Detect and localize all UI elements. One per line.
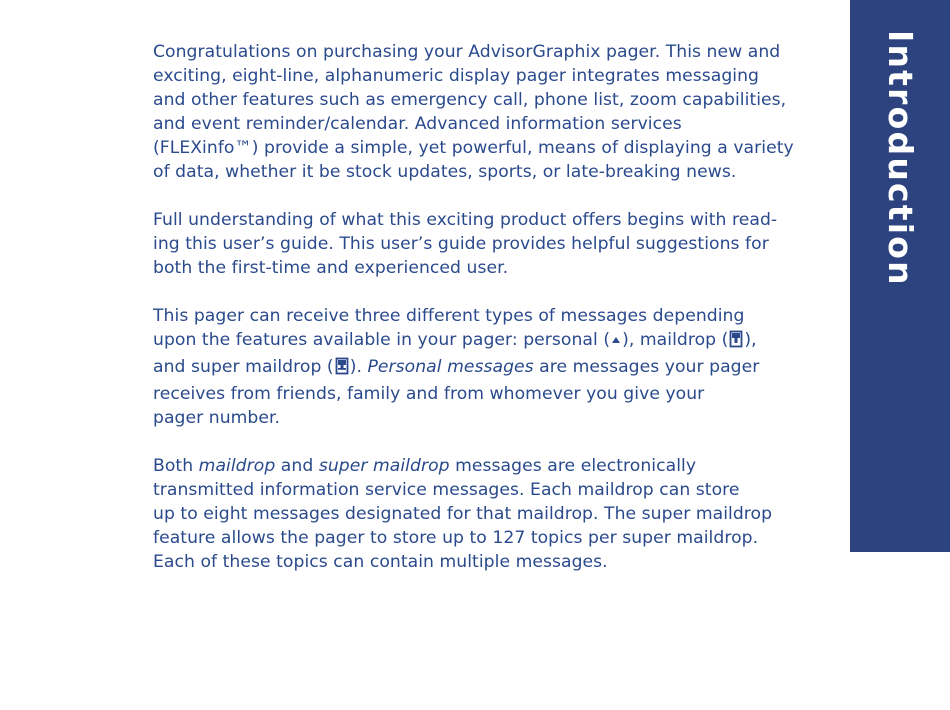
text-segment: Both xyxy=(153,456,199,476)
text-line xyxy=(153,454,823,478)
text-line: up to eight messages designated for that maildrop. The super maildrop xyxy=(153,504,773,524)
text-segment: ). xyxy=(349,357,368,377)
text-line: both the first-time and experienced user. xyxy=(153,258,509,278)
text-line: Each of these topics can contain multiple messages. xyxy=(153,552,608,572)
text-line: This pager can receive three different types of messages depending xyxy=(153,306,745,326)
text-line: and other features such as emergency call, phone list, zoom capabilities, xyxy=(153,90,787,110)
text-segment: upon the features available in your pager: personal ( xyxy=(153,330,611,350)
text-segment: and super maildrop ( xyxy=(153,357,334,377)
paragraph-message-types xyxy=(153,304,823,430)
section-tab-label: Introduction xyxy=(881,30,920,287)
text-line: ing this user’s guide. This user’s guide provides helpful suggestions for xyxy=(153,234,769,254)
text-segment: are messages your pager xyxy=(533,357,760,377)
text-segment: messages are electronically xyxy=(449,456,697,476)
text-line: and event reminder/calendar. Advanced information services xyxy=(153,114,682,134)
text-segment: ), xyxy=(744,330,757,350)
text-segment: ), maildrop ( xyxy=(622,330,729,350)
paragraph-intro xyxy=(153,40,823,184)
text-line: feature allows the pager to store up to 127 topics per super maildrop. xyxy=(153,528,759,548)
emphasis-super-maildrop: super maildrop xyxy=(318,456,450,476)
text-line: of data, whether it be stock updates, sports, or late-breaking news. xyxy=(153,162,737,182)
text-line: Congratulations on purchasing your AdvisorGraphix pager. This new and xyxy=(153,42,781,62)
text-line: transmitted information service messages. Each maildrop can store xyxy=(153,480,740,500)
paragraph-users-guide xyxy=(153,208,823,280)
text-line xyxy=(153,355,823,382)
text-line: exciting, eight-line, alphanumeric display pager integrates messaging xyxy=(153,66,760,86)
personal-message-icon xyxy=(611,331,621,355)
text-line: receives from friends, family and from whomever you give your xyxy=(153,384,705,404)
emphasis-maildrop: maildrop xyxy=(198,456,276,476)
emphasis-personal-messages: Personal messages xyxy=(367,357,534,377)
text-segment: and xyxy=(275,456,319,476)
paragraph-maildrop xyxy=(153,454,823,574)
maildrop-icon xyxy=(729,330,743,355)
super-maildrop-icon xyxy=(335,357,349,382)
text-line xyxy=(153,328,823,355)
section-tab xyxy=(850,0,950,552)
text-line: pager number. xyxy=(153,408,281,428)
introduction-text xyxy=(153,40,823,598)
text-line: (FLEXinfo™) provide a simple, yet powerful, means of displaying a variety xyxy=(153,138,794,158)
text-line: Full understanding of what this exciting product offers begins with read- xyxy=(153,210,778,230)
